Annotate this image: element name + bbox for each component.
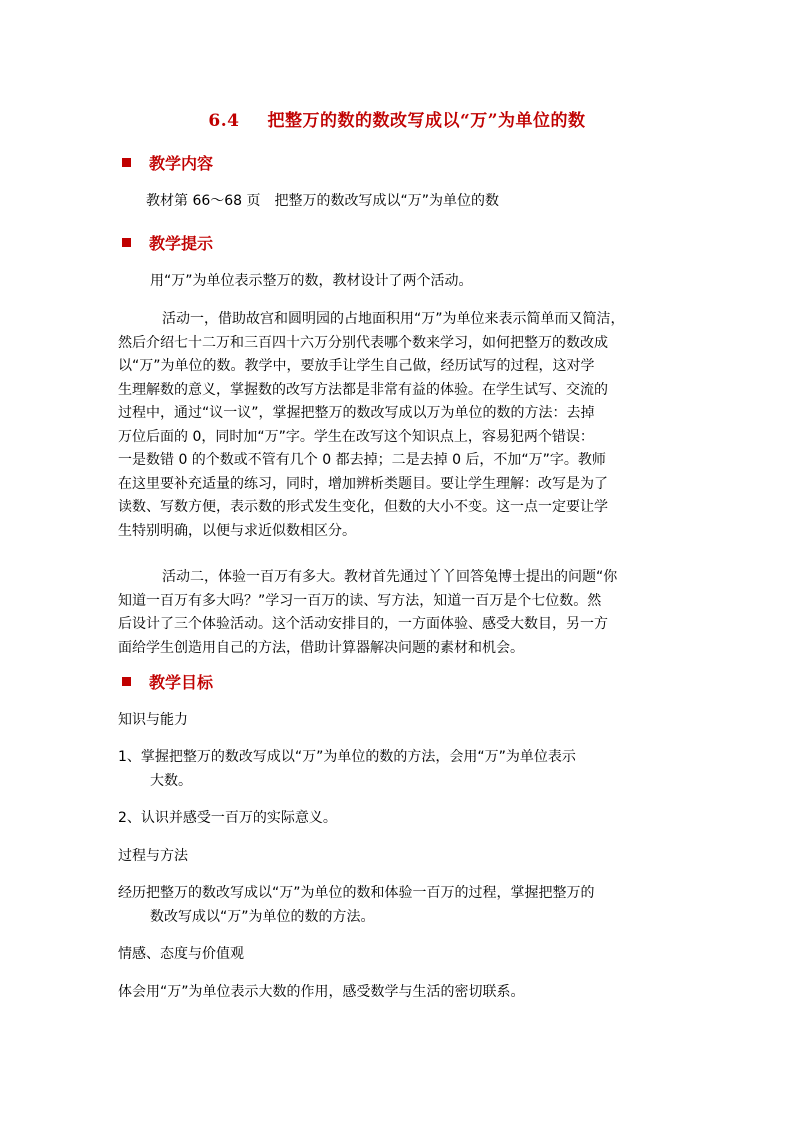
goal-item-2: 2、认识并感受一百万的实际意义。 <box>118 810 337 826</box>
heading-content-label: 教学内容 <box>149 153 214 173</box>
activity1-line: 在这里要补充适量的练习，同时，增加辨析类题目。要让学生理解：改写是为了 <box>118 475 608 492</box>
activity1-line: 万位后面的 0，同时加“万”字。学生在改写这个知识点上，容易犯两个错误： <box>118 428 594 445</box>
activity1-paragraph <box>118 308 678 543</box>
activity1-line: 以“万”为单位的数。教学中，要放手让学生自己做，经历试写的过程，这对学 <box>118 358 595 374</box>
section-number: 6.4 <box>208 111 240 131</box>
knowledge-label: 知识与能力 <box>118 712 188 728</box>
activity2-line: 活动二，体验一百万有多大。教材首先通过丫丫回答兔博士提出的问题“你 <box>162 569 618 585</box>
content-text: 教材第 66～68 页 把整万的数改写成以“万”为单位的数 <box>146 193 500 209</box>
activity1-line: 一是数错 0 的个数或不管有几个 0 都去掉；二是去掉 0 后，不加“万”字。教师 <box>118 452 606 468</box>
page-title <box>0 106 794 131</box>
heading-content <box>122 151 213 173</box>
square-bullet-icon <box>122 677 131 686</box>
goal-item-1-line1: 1、掌握把整万的数改写成以“万”为单位的数的方法，会用“万”为单位表示 <box>118 749 576 765</box>
activity1-line: 然后介绍七十二万和三百四十六万分别代表哪个数来学习，如何把整万的数改成 <box>118 334 608 351</box>
heading-goals <box>122 670 213 692</box>
title-text: 把整万的数的数改写成以“万”为单位的数 <box>267 111 586 131</box>
heading-hints-label: 教学提示 <box>149 233 214 253</box>
square-bullet-icon <box>122 158 131 167</box>
activity1-line: 过程中，通过“议一议”，掌握把整万的数改写成以万为单位的数的方法：去掉 <box>118 405 595 421</box>
process-paragraph <box>118 882 678 929</box>
activity1-line: 生理解数的意义，掌握数的改写方法都是非常有益的体验。在学生试写、交流的 <box>118 381 608 398</box>
activity2-line: 面给学生创造用自己的方法，借助计算器解决问题的素材和机会。 <box>118 639 524 656</box>
square-bullet-icon <box>122 238 131 247</box>
activity2-line: 知道一百万有多大吗？”学习一百万的读、写方法，知道一百万是个七位数。然 <box>118 592 602 609</box>
hints-intro: 用“万”为单位表示整万的数，教材设计了两个活动。 <box>150 273 473 289</box>
process-line2: 数改写成以“万”为单位的数的方法。 <box>150 908 375 925</box>
goal-item-1 <box>118 746 678 793</box>
activity2-paragraph <box>118 566 678 660</box>
attitude-text: 体会用“万”为单位表示大数的作用，感受数学与生活的密切联系。 <box>118 984 525 1000</box>
activity1-line: 活动一，借助故宫和圆明园的占地面积用“万”为单位来表示简单而又简洁， <box>162 311 625 327</box>
activity1-line: 读数、写数方便，表示数的形式发生变化，但数的大小不变。这一点一定要让学 <box>118 499 608 515</box>
heading-goals-label: 教学目标 <box>149 672 214 692</box>
goal-item-1-line2: 大数。 <box>150 772 192 789</box>
activity2-line: 后设计了三个体验活动。这个活动安排目的，一方面体验、感受大数目，另一方 <box>118 616 608 632</box>
process-line1: 经历把整万的数改写成以“万”为单位的数和体验一百万的过程，掌握把整万的 <box>118 885 595 901</box>
process-label: 过程与方法 <box>118 848 188 864</box>
attitude-label: 情感、态度与价值观 <box>118 946 244 962</box>
activity1-line: 生特别明确，以便与求近似数相区分。 <box>118 522 356 539</box>
heading-hints <box>122 231 213 253</box>
